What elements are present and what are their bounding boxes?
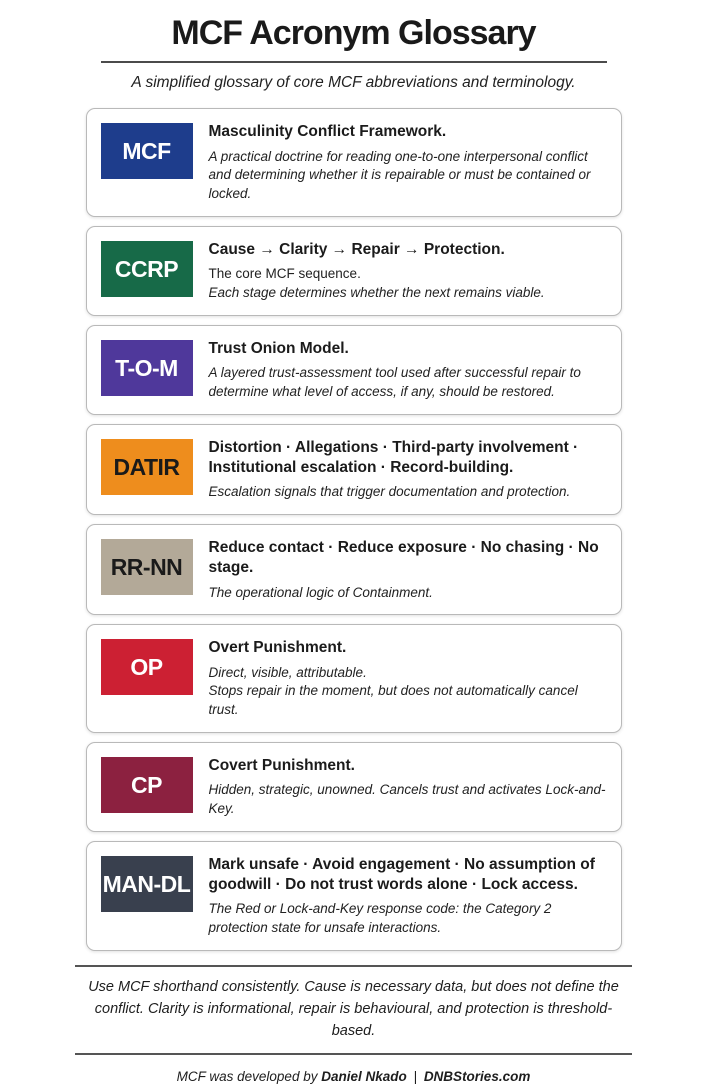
card-description-line: Direct, visible, attributable. xyxy=(208,664,367,680)
card-title: Overt Punishment. xyxy=(208,639,347,657)
card-text-block xyxy=(209,637,607,720)
glossary-card xyxy=(86,624,622,733)
acronym-badge: OP xyxy=(101,639,193,695)
page-title: MCF Acronym Glossary xyxy=(171,14,536,52)
card-description-line: The operational logic of Containment. xyxy=(208,584,433,600)
title-divider xyxy=(101,61,607,63)
glossary-card xyxy=(86,524,622,615)
card-description-line: Escalation signals that trigger documentation and protection. xyxy=(208,484,571,500)
credit-prefix: MCF was developed by xyxy=(176,1069,318,1084)
card-title: Trust Onion Model. xyxy=(208,340,349,358)
glossary-card xyxy=(86,841,622,951)
credit-line xyxy=(0,1069,707,1084)
card-description-line: A practical doctrine for reading one-to-one interpersonal conflict and determining whether it is repairable or must be contained or locked. xyxy=(208,148,591,202)
card-description-line: Hidden, strategic, unowned. Cancels trust and activates Lock-and-Key. xyxy=(208,782,606,817)
glossary-card xyxy=(86,742,622,832)
card-text-block xyxy=(209,338,607,402)
card-title: Distortion · Allegations · Third-party involvement · Institutional escalation · Record-building. xyxy=(208,439,579,477)
acronym-badge: MCF xyxy=(101,123,193,179)
card-description-line: A layered trust-assessment tool used after successful repair to determine what level of access, if any, should be restored. xyxy=(208,365,581,400)
card-title: Cause → Clarity → Repair → Protection. xyxy=(208,241,505,259)
card-text-block xyxy=(209,437,607,502)
acronym-badge: T-O-M xyxy=(101,340,193,396)
credit-site: DNBStories.com xyxy=(423,1069,531,1084)
card-text-block xyxy=(209,239,607,303)
card-title: Reduce contact · Reduce exposure · No chasing · No stage. xyxy=(208,539,599,577)
acronym-badge: CP xyxy=(101,757,193,813)
card-text-block xyxy=(209,854,607,938)
card-title: Covert Punishment. xyxy=(208,757,355,775)
card-title: Masculinity Conflict Framework. xyxy=(208,123,447,141)
card-description-line: The core MCF sequence. xyxy=(208,266,361,282)
card-text-block xyxy=(209,755,607,819)
credit-author: Daniel Nkado xyxy=(321,1069,407,1084)
credit-separator: | xyxy=(413,1069,418,1084)
card-title: Mark unsafe · Avoid engagement · No assumption of goodwill · Do not trust words alone · Lock access. xyxy=(208,856,595,894)
card-description-line: Stops repair in the moment, but does not automatically cancel trust. xyxy=(208,683,578,718)
card-text-block xyxy=(209,121,607,204)
footnote-divider-top xyxy=(75,965,632,967)
glossary-list xyxy=(86,108,622,951)
card-description-line: Each stage determines whether the next remains viable. xyxy=(208,285,545,301)
acronym-badge: DATIR xyxy=(101,439,193,495)
glossary-card xyxy=(86,424,622,515)
footnote-divider-bottom xyxy=(75,1053,632,1055)
glossary-card xyxy=(86,325,622,415)
footnote-text: Use MCF shorthand consistently. Cause is necessary data, but does not define the conflict. Clarity is informational, repair is behavioural, and protection is threshold-based. xyxy=(88,979,619,1039)
glossary-card xyxy=(86,108,622,217)
card-text-block xyxy=(209,537,607,602)
card-description-line: The Red or Lock-and-Key response code: the Category 2 protection state for unsafe interactions. xyxy=(208,901,552,936)
glossary-card xyxy=(86,226,622,316)
acronym-badge: CCRP xyxy=(101,241,193,297)
acronym-badge: MAN-DL xyxy=(101,856,193,912)
page-subtitle: A simplified glossary of core MCF abbreviations and terminology. xyxy=(131,74,576,92)
acronym-badge: RR-NN xyxy=(101,539,193,595)
